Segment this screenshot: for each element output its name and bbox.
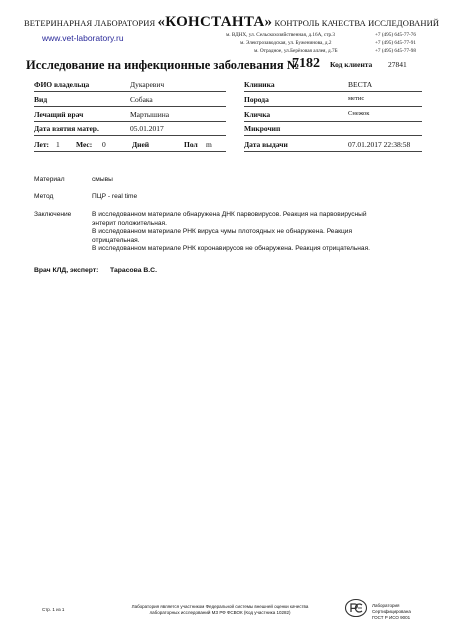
conclusion-line: отрицательная. <box>92 236 140 244</box>
document-title: Исследование на инфекционные заболевания № <box>26 58 300 72</box>
phone-3: +7 (495) 645-77-98 <box>375 48 416 54</box>
divider <box>34 121 226 122</box>
document-number: 7182 <box>292 56 320 71</box>
owner-value: Дукаревич <box>130 80 165 89</box>
signature-name: Тарасова В.С. <box>110 267 157 274</box>
species-label: Вид <box>34 95 48 104</box>
signature-label: Врач КЛД, эксперт: <box>34 267 99 274</box>
method-label: Метод <box>34 193 54 200</box>
divider <box>244 135 422 136</box>
issue-date-label: Дата выдачи <box>244 140 288 149</box>
sample-date-value: 05.01.2017 <box>130 124 164 133</box>
cert-line: Лаборатория <box>372 603 400 608</box>
species-value: Собака <box>130 95 153 104</box>
material-label: Материал <box>34 176 65 183</box>
method-value: ПЦР - real time <box>92 193 138 200</box>
clinic-value: ВЕСТА <box>348 80 373 89</box>
years-label: Лет: <box>34 140 50 149</box>
page-number: Стр. 1 из 1 <box>42 607 65 612</box>
fsvok-note-line: лабораторных исследований МЗ РФ ФСВОК (Код участника 10282) <box>149 610 291 615</box>
breed-value: метис <box>348 95 365 102</box>
fsvok-note <box>120 604 320 616</box>
issue-date-value: 07.01.2017 22:38:58 <box>348 140 411 149</box>
material-value: смывы <box>92 176 113 183</box>
microchip-label: Микрочип <box>244 124 281 133</box>
address-3: м. Отрадное, ул.Берёзовая аллея, д.7Б <box>254 48 338 54</box>
divider <box>34 151 226 152</box>
certification-text <box>372 603 411 620</box>
nickname-label: Кличка <box>244 110 271 119</box>
phone-2: +7 (495) 645-77-91 <box>375 40 416 46</box>
doctor-label: Лечащий врач <box>34 110 84 119</box>
owner-label: ФИО владельца <box>34 80 90 89</box>
client-code-value: 27841 <box>388 60 407 69</box>
divider <box>34 106 226 107</box>
lab-name: «КОНСТАНТА» <box>157 14 273 30</box>
conclusion-line: В исследованном материале обнаружена ДНК парвовирусов. Реакция на парвовирусный <box>92 211 367 218</box>
cert-line: Сертифицирована <box>372 608 411 614</box>
days-label: Дней <box>132 140 150 149</box>
website-link[interactable]: www.vet-laboratory.ru <box>42 33 124 43</box>
clinic-label: Клиника <box>244 80 275 89</box>
lab-prefix: ВЕТЕРИНАРНАЯ ЛАБОРАТОРИЯ <box>24 18 156 28</box>
divider <box>244 106 422 107</box>
phone-1: +7 (495) 645-77-76 <box>375 32 416 38</box>
sex-label: Пол <box>184 140 198 149</box>
address-1: м. ВДНХ, ул. Сельскохозяйственная, д.16А, стр.3 <box>226 32 336 38</box>
client-code-label: Код клиента <box>330 60 373 69</box>
sex-value: m <box>206 140 212 149</box>
conclusion-line: энтерит положительная. <box>92 219 167 227</box>
divider <box>244 151 422 152</box>
divider <box>244 121 422 122</box>
conclusion-label: Заключение <box>34 211 72 218</box>
divider <box>34 135 226 136</box>
conclusion-line: В исследованном материале РНК коронавирусов не обнаружена. Реакция отрицательная. <box>92 245 370 252</box>
fsvok-note-line: Лаборатория является участником Федеральной системы внешней оценки качества <box>131 604 309 609</box>
doctor-value: Мартышина <box>130 110 170 119</box>
lab-name-header <box>24 14 439 31</box>
breed-label: Порода <box>244 95 269 104</box>
address-2: м. Электрозаводская, ул. Буженинова, д.2 <box>240 40 332 46</box>
sample-date-label: Дата взятия матер. <box>34 124 99 133</box>
divider <box>244 91 422 92</box>
conclusion-line: В исследованном материале РНК вируса чумы плотоядных не обнаружена. Реакция <box>92 228 353 235</box>
rst-certification-icon <box>344 598 368 618</box>
cert-line: ГОСТ Р ИСО 9001 <box>372 614 411 620</box>
nickname-value: Снежок <box>348 110 370 117</box>
months-label: Мес: <box>76 140 93 149</box>
months-value: 0 <box>102 140 106 149</box>
lab-suffix: КОНТРОЛЬ КАЧЕСТВА ИССЛЕДОВАНИЙ <box>274 18 440 28</box>
divider <box>34 91 226 92</box>
years-value: 1 <box>56 140 60 149</box>
